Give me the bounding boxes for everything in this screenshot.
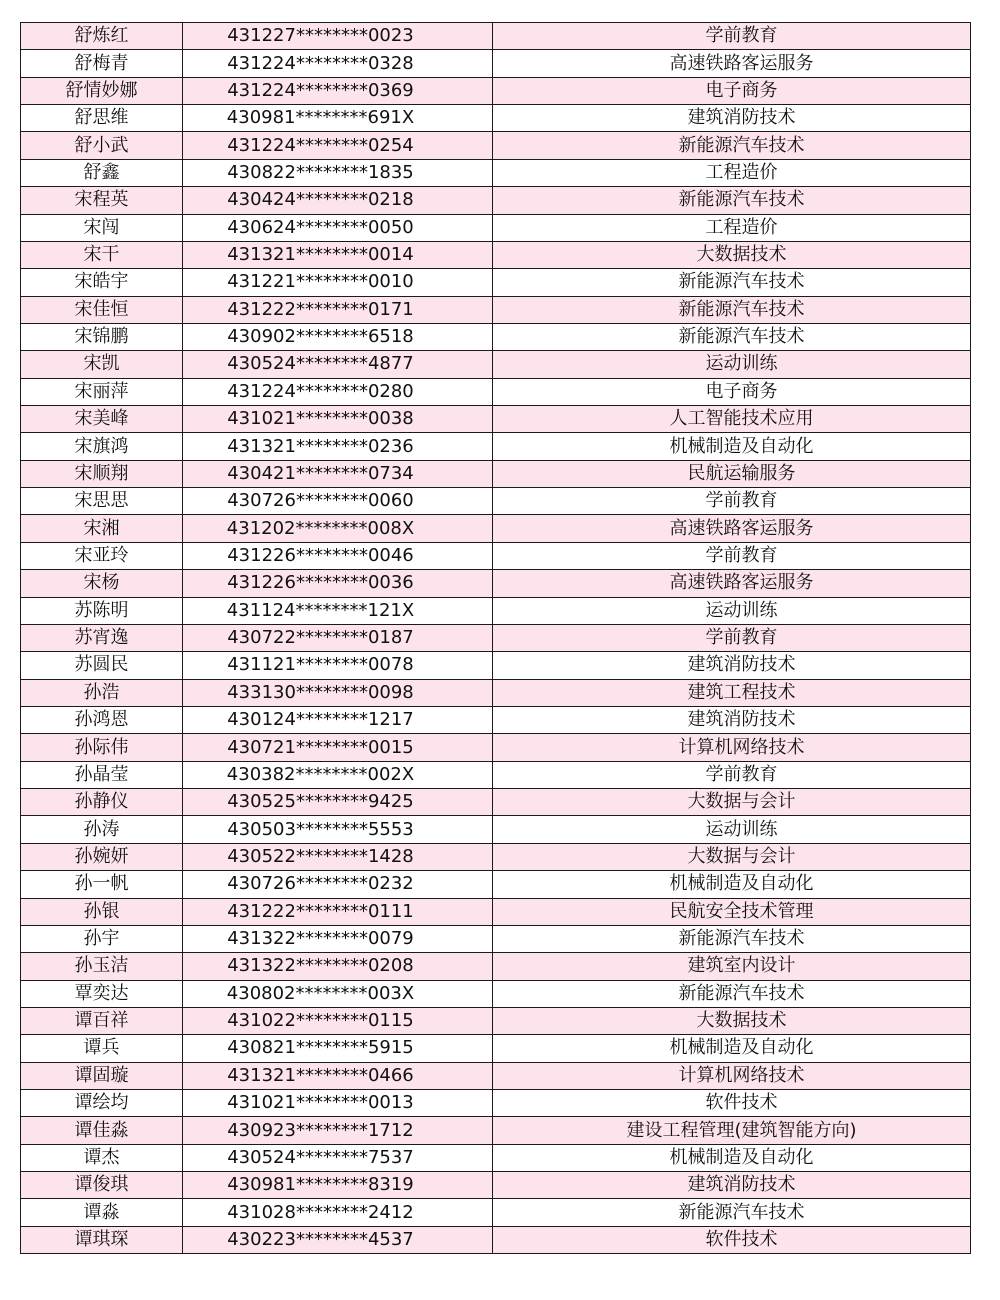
table-row bbox=[21, 816, 971, 843]
id-number-cell: 430525********9425 bbox=[183, 789, 493, 816]
id-number-cell: 433130********0098 bbox=[183, 679, 493, 706]
id-number-cell: 430624********0050 bbox=[183, 214, 493, 241]
major-cell: 工程造价 bbox=[493, 214, 971, 241]
student-name-cell: 孙浩 bbox=[21, 679, 183, 706]
id-number-cell: 431124********121X bbox=[183, 597, 493, 624]
major-cell: 高速铁路客运服务 bbox=[493, 515, 971, 542]
table-row bbox=[21, 652, 971, 679]
table-row bbox=[21, 1117, 971, 1144]
major-cell: 建设工程管理(建筑智能方向) bbox=[493, 1117, 971, 1144]
id-number-cell: 430981********8319 bbox=[183, 1172, 493, 1199]
table-row bbox=[21, 925, 971, 952]
table-row bbox=[21, 843, 971, 870]
student-name-cell: 孙涛 bbox=[21, 816, 183, 843]
student-name-cell: 宋湘 bbox=[21, 515, 183, 542]
major-cell: 电子商务 bbox=[493, 378, 971, 405]
major-cell: 大数据与会计 bbox=[493, 843, 971, 870]
student-name-cell: 孙晶莹 bbox=[21, 761, 183, 788]
id-number-cell: 430721********0015 bbox=[183, 734, 493, 761]
major-cell: 建筑消防技术 bbox=[493, 652, 971, 679]
student-name-cell: 宋佳恒 bbox=[21, 296, 183, 323]
student-name-cell: 谭俊琪 bbox=[21, 1172, 183, 1199]
table-row bbox=[21, 980, 971, 1007]
table-row bbox=[21, 214, 971, 241]
student-name-cell: 宋丽萍 bbox=[21, 378, 183, 405]
student-name-cell: 孙婉妍 bbox=[21, 843, 183, 870]
id-number-cell: 431321********0466 bbox=[183, 1062, 493, 1089]
major-cell: 学前教育 bbox=[493, 624, 971, 651]
id-number-cell: 430522********1428 bbox=[183, 843, 493, 870]
student-name-cell: 宋旗鸿 bbox=[21, 433, 183, 460]
id-number-cell: 430981********691X bbox=[183, 105, 493, 132]
table-row bbox=[21, 296, 971, 323]
student-name-cell: 舒梅青 bbox=[21, 50, 183, 77]
student-name-cell: 谭百祥 bbox=[21, 1007, 183, 1034]
table-row bbox=[21, 323, 971, 350]
id-number-cell: 431224********0254 bbox=[183, 132, 493, 159]
id-number-cell: 431222********0171 bbox=[183, 296, 493, 323]
id-number-cell: 431021********0013 bbox=[183, 1090, 493, 1117]
major-cell: 机械制造及自动化 bbox=[493, 433, 971, 460]
student-name-cell: 宋干 bbox=[21, 241, 183, 268]
student-name-cell: 谭绘均 bbox=[21, 1090, 183, 1117]
table-row bbox=[21, 570, 971, 597]
major-cell: 学前教育 bbox=[493, 542, 971, 569]
table-row bbox=[21, 761, 971, 788]
student-name-cell: 孙鸿恩 bbox=[21, 706, 183, 733]
table-row bbox=[21, 1035, 971, 1062]
student-name-cell: 谭琪琛 bbox=[21, 1226, 183, 1253]
id-number-cell: 430124********1217 bbox=[183, 706, 493, 733]
student-name-cell: 宋锦鹏 bbox=[21, 323, 183, 350]
id-number-cell: 431224********0369 bbox=[183, 77, 493, 104]
id-number-cell: 431322********0208 bbox=[183, 953, 493, 980]
major-cell: 学前教育 bbox=[493, 23, 971, 50]
student-name-cell: 宋顺翔 bbox=[21, 460, 183, 487]
table-row bbox=[21, 624, 971, 651]
table-row bbox=[21, 597, 971, 624]
student-name-cell: 宋程英 bbox=[21, 187, 183, 214]
major-cell: 运动训练 bbox=[493, 816, 971, 843]
student-name-cell: 苏陈明 bbox=[21, 597, 183, 624]
student-name-cell: 宋皓宇 bbox=[21, 269, 183, 296]
student-name-cell: 孙静仪 bbox=[21, 789, 183, 816]
student-name-cell: 舒炼红 bbox=[21, 23, 183, 50]
student-name-cell: 苏宵逸 bbox=[21, 624, 183, 651]
id-number-cell: 431028********2412 bbox=[183, 1199, 493, 1226]
id-number-cell: 430503********5553 bbox=[183, 816, 493, 843]
student-name-cell: 谭淼 bbox=[21, 1199, 183, 1226]
table-row bbox=[21, 515, 971, 542]
major-cell: 电子商务 bbox=[493, 77, 971, 104]
table-row bbox=[21, 77, 971, 104]
major-cell: 高速铁路客运服务 bbox=[493, 570, 971, 597]
id-number-cell: 431121********0078 bbox=[183, 652, 493, 679]
student-roster-table bbox=[20, 22, 971, 1254]
table-row bbox=[21, 789, 971, 816]
student-name-cell: 舒鑫 bbox=[21, 159, 183, 186]
id-number-cell: 431221********0010 bbox=[183, 269, 493, 296]
major-cell: 机械制造及自动化 bbox=[493, 871, 971, 898]
table-row bbox=[21, 433, 971, 460]
id-number-cell: 431226********0046 bbox=[183, 542, 493, 569]
major-cell: 新能源汽车技术 bbox=[493, 1199, 971, 1226]
student-name-cell: 孙际伟 bbox=[21, 734, 183, 761]
student-name-cell: 舒小武 bbox=[21, 132, 183, 159]
major-cell: 软件技术 bbox=[493, 1090, 971, 1117]
table-row bbox=[21, 898, 971, 925]
major-cell: 新能源汽车技术 bbox=[493, 296, 971, 323]
table-row bbox=[21, 351, 971, 378]
id-number-cell: 430223********4537 bbox=[183, 1226, 493, 1253]
table-row bbox=[21, 23, 971, 50]
table-row bbox=[21, 1226, 971, 1253]
table-row bbox=[21, 241, 971, 268]
table-row bbox=[21, 269, 971, 296]
table-row bbox=[21, 679, 971, 706]
student-name-cell: 苏圆民 bbox=[21, 652, 183, 679]
id-number-cell: 431321********0236 bbox=[183, 433, 493, 460]
table-row bbox=[21, 1090, 971, 1117]
id-number-cell: 430424********0218 bbox=[183, 187, 493, 214]
major-cell: 建筑消防技术 bbox=[493, 1172, 971, 1199]
student-name-cell: 孙银 bbox=[21, 898, 183, 925]
student-name-cell: 宋杨 bbox=[21, 570, 183, 597]
id-number-cell: 431226********0036 bbox=[183, 570, 493, 597]
id-number-cell: 431224********0328 bbox=[183, 50, 493, 77]
id-number-cell: 430902********6518 bbox=[183, 323, 493, 350]
major-cell: 建筑消防技术 bbox=[493, 105, 971, 132]
major-cell: 学前教育 bbox=[493, 488, 971, 515]
table-row bbox=[21, 406, 971, 433]
student-name-cell: 谭杰 bbox=[21, 1144, 183, 1171]
major-cell: 民航安全技术管理 bbox=[493, 898, 971, 925]
table-row bbox=[21, 734, 971, 761]
major-cell: 软件技术 bbox=[493, 1226, 971, 1253]
major-cell: 机械制造及自动化 bbox=[493, 1144, 971, 1171]
id-number-cell: 430726********0232 bbox=[183, 871, 493, 898]
table-row bbox=[21, 132, 971, 159]
id-number-cell: 430802********003X bbox=[183, 980, 493, 1007]
major-cell: 大数据技术 bbox=[493, 241, 971, 268]
major-cell: 民航运输服务 bbox=[493, 460, 971, 487]
table-row bbox=[21, 706, 971, 733]
table-row bbox=[21, 1144, 971, 1171]
table-row bbox=[21, 488, 971, 515]
table-row bbox=[21, 1062, 971, 1089]
major-cell: 新能源汽车技术 bbox=[493, 980, 971, 1007]
major-cell: 计算机网络技术 bbox=[493, 1062, 971, 1089]
major-cell: 建筑室内设计 bbox=[493, 953, 971, 980]
table-row bbox=[21, 187, 971, 214]
id-number-cell: 430821********5915 bbox=[183, 1035, 493, 1062]
student-name-cell: 宋凯 bbox=[21, 351, 183, 378]
major-cell: 新能源汽车技术 bbox=[493, 323, 971, 350]
major-cell: 大数据与会计 bbox=[493, 789, 971, 816]
major-cell: 运动训练 bbox=[493, 351, 971, 378]
id-number-cell: 430822********1835 bbox=[183, 159, 493, 186]
id-number-cell: 430382********002X bbox=[183, 761, 493, 788]
id-number-cell: 430726********0060 bbox=[183, 488, 493, 515]
table-row bbox=[21, 871, 971, 898]
major-cell: 建筑工程技术 bbox=[493, 679, 971, 706]
student-name-cell: 宋思思 bbox=[21, 488, 183, 515]
major-cell: 工程造价 bbox=[493, 159, 971, 186]
id-number-cell: 431322********0079 bbox=[183, 925, 493, 952]
id-number-cell: 431222********0111 bbox=[183, 898, 493, 925]
student-name-cell: 舒思维 bbox=[21, 105, 183, 132]
student-name-cell: 宋闯 bbox=[21, 214, 183, 241]
major-cell: 新能源汽车技术 bbox=[493, 132, 971, 159]
table-row bbox=[21, 1172, 971, 1199]
id-number-cell: 431021********0038 bbox=[183, 406, 493, 433]
student-name-cell: 舒情妙娜 bbox=[21, 77, 183, 104]
table-row bbox=[21, 460, 971, 487]
table-row bbox=[21, 50, 971, 77]
major-cell: 新能源汽车技术 bbox=[493, 925, 971, 952]
id-number-cell: 431227********0023 bbox=[183, 23, 493, 50]
table-row bbox=[21, 542, 971, 569]
major-cell: 建筑消防技术 bbox=[493, 706, 971, 733]
student-name-cell: 谭固璇 bbox=[21, 1062, 183, 1089]
id-number-cell: 430524********7537 bbox=[183, 1144, 493, 1171]
student-name-cell: 谭兵 bbox=[21, 1035, 183, 1062]
major-cell: 计算机网络技术 bbox=[493, 734, 971, 761]
table-row bbox=[21, 378, 971, 405]
id-number-cell: 431321********0014 bbox=[183, 241, 493, 268]
id-number-cell: 431224********0280 bbox=[183, 378, 493, 405]
major-cell: 机械制造及自动化 bbox=[493, 1035, 971, 1062]
student-name-cell: 宋美峰 bbox=[21, 406, 183, 433]
id-number-cell: 431022********0115 bbox=[183, 1007, 493, 1034]
id-number-cell: 430722********0187 bbox=[183, 624, 493, 651]
student-name-cell: 孙宇 bbox=[21, 925, 183, 952]
id-number-cell: 430524********4877 bbox=[183, 351, 493, 378]
student-name-cell: 孙一帆 bbox=[21, 871, 183, 898]
table-row bbox=[21, 953, 971, 980]
student-name-cell: 宋亚玲 bbox=[21, 542, 183, 569]
id-number-cell: 430421********0734 bbox=[183, 460, 493, 487]
table-row bbox=[21, 1007, 971, 1034]
table-row bbox=[21, 105, 971, 132]
id-number-cell: 430923********1712 bbox=[183, 1117, 493, 1144]
major-cell: 新能源汽车技术 bbox=[493, 187, 971, 214]
student-name-cell: 覃奕达 bbox=[21, 980, 183, 1007]
major-cell: 人工智能技术应用 bbox=[493, 406, 971, 433]
major-cell: 新能源汽车技术 bbox=[493, 269, 971, 296]
major-cell: 学前教育 bbox=[493, 761, 971, 788]
major-cell: 大数据技术 bbox=[493, 1007, 971, 1034]
student-name-cell: 孙玉洁 bbox=[21, 953, 183, 980]
major-cell: 运动训练 bbox=[493, 597, 971, 624]
table-row bbox=[21, 159, 971, 186]
id-number-cell: 431202********008X bbox=[183, 515, 493, 542]
student-name-cell: 谭佳淼 bbox=[21, 1117, 183, 1144]
table-row bbox=[21, 1199, 971, 1226]
major-cell: 高速铁路客运服务 bbox=[493, 50, 971, 77]
roster-body bbox=[21, 23, 971, 1254]
